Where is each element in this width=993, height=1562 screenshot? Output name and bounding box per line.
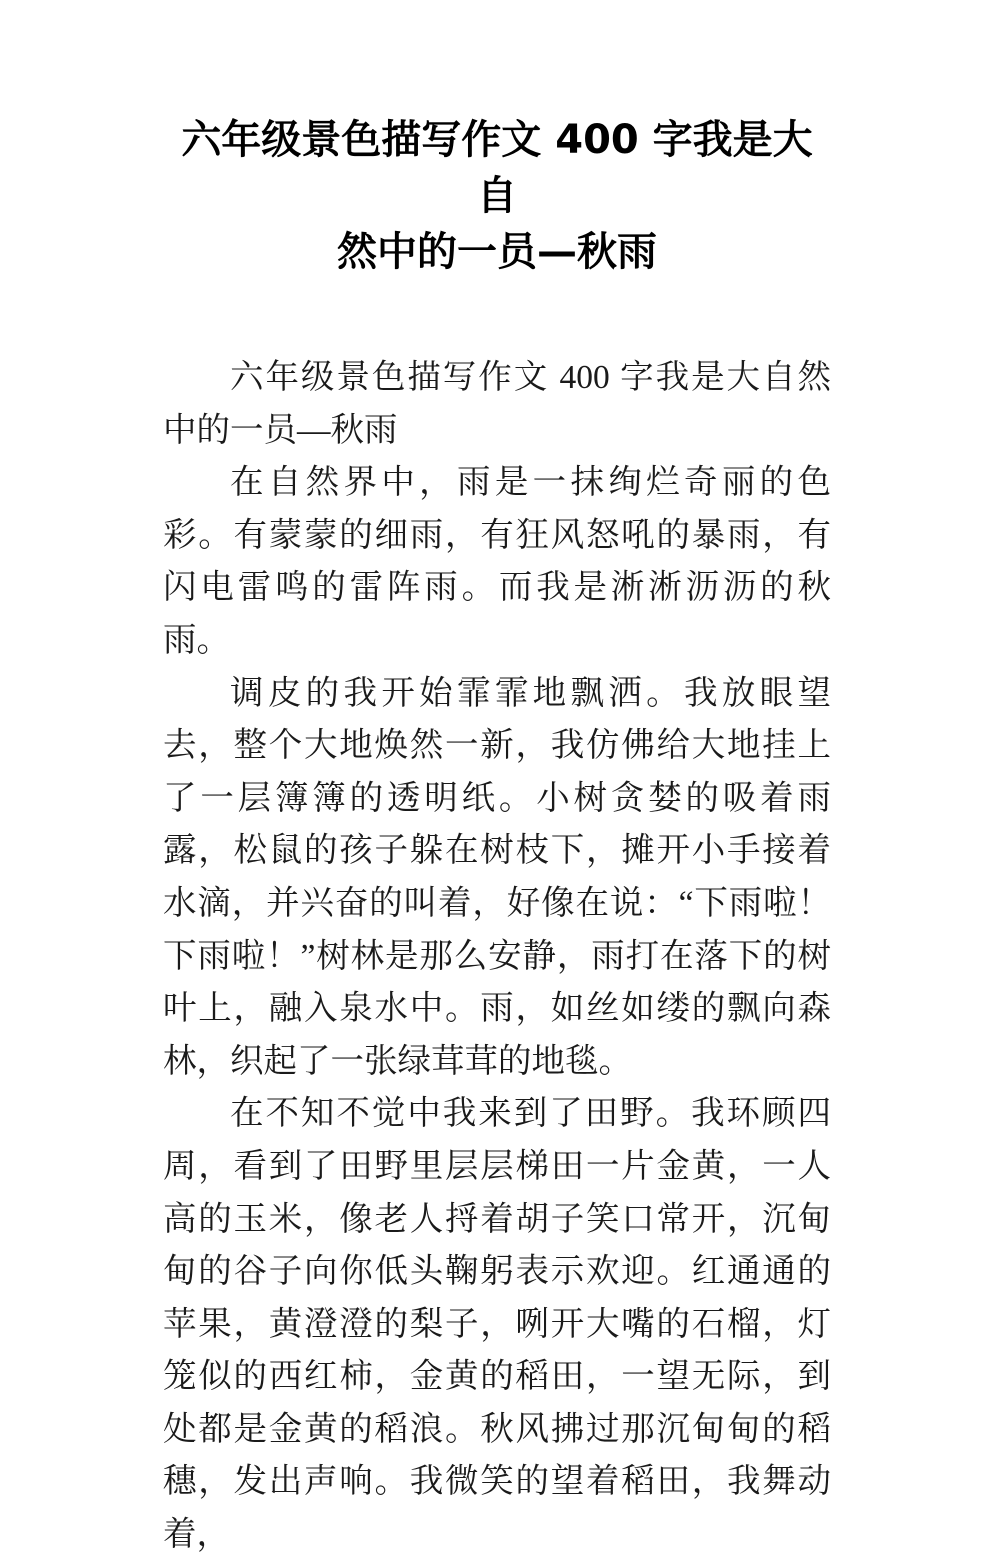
document-content-column [163, 0, 831, 1562]
document-body [163, 352, 831, 1562]
title-line-2: 然中的一员—秋雨 [337, 229, 657, 275]
paragraph: 在自然界中，雨是一抹绚烂奇丽的色彩。有蒙蒙的细雨，有狂风怒吼的暴雨，有闪电雷鸣的雷阵雨。而我是淅淅沥沥的秋雨。 [163, 464, 831, 659]
paragraph: 在不知不觉中我来到了田野。我环顾四周，看到了田野里层层梯田一片金黄，一人高的玉米，像老人捋着胡子笑口常开，沉甸甸的谷子向你低头鞠躬表示欢迎。红通通的苹果，黄澄澄的梨子，咧开大嘴的石榴，灯笼似的西红柿，金黄的稻田，一望无际，到处都是金黄的稻浪。秋风拂过那沉甸甸的稻穗，发出声响。我微笑的望着稻田，我舞动着， [163, 1095, 831, 1554]
paragraph: 六年级景色描写作文 400 字我是大自然中的一员—秋雨 [163, 359, 831, 449]
title-line-1: 六年级景色描写作文 400 字我是大自 [181, 117, 813, 219]
page-title [163, 0, 831, 280]
paragraph: 调皮的我开始霏霏地飘洒。我放眼望去，整个大地焕然一新，我仿佛给大地挂上了一层簿簿的透明纸。小树贪婪的吸着雨露，松鼠的孩子躲在树枝下，摊开小手接着水滴，并兴奋的叫着，好像在说：“下雨啦！下雨啦！”树林是那么安静，雨打在落下的树叶上，融入泉水中。雨，如丝如缕的飘向森林，织起了一张绿茸茸的地毯。 [163, 674, 831, 1080]
